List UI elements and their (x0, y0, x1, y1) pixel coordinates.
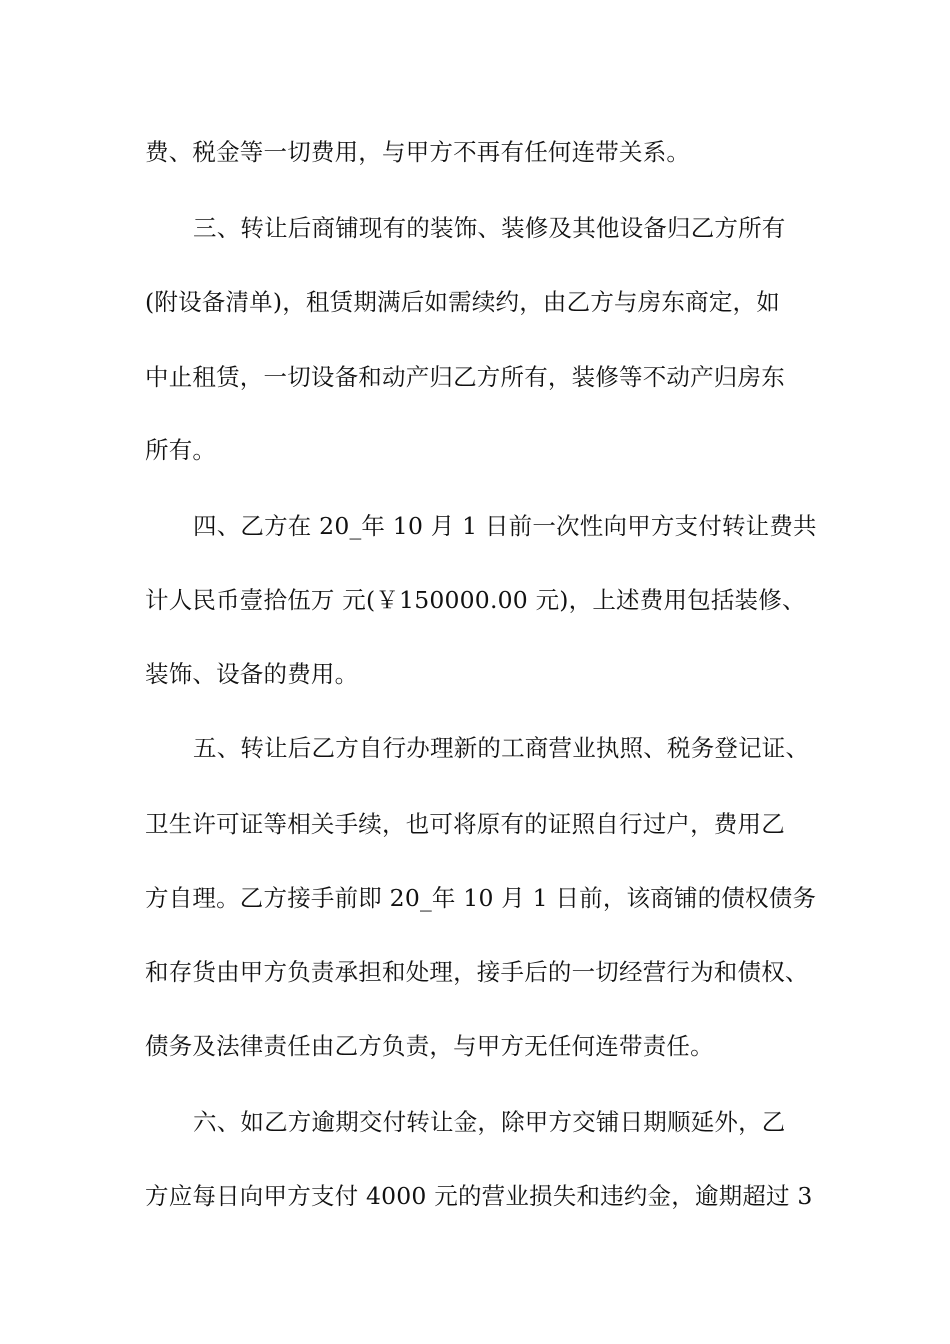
clause-4-heading-line: 四、乙方在 20_年 10 月 1 日前一次性向甲方支付转让费共 (193, 512, 817, 540)
text-line: 方自理。乙方接手前即 20_年 10 月 1 日前，该商铺的债权债务 (145, 884, 817, 912)
clause-3-heading-line: 三、转让后商铺现有的装饰、装修及其他设备归乙方所有 (193, 214, 786, 242)
text-line: 和存货由甲方负责承担和处理，接手后的一切经营行为和债权、 (145, 958, 809, 986)
text-line: 费、税金等一切费用，与甲方不再有任何连带关系。 (145, 138, 691, 166)
text-line: (附设备清单)，租赁期满后如需续约，由乙方与房东商定，如 (145, 288, 780, 316)
text-line: 债务及法律责任由乙方负责，与甲方无任何连带责任。 (145, 1032, 714, 1060)
text-line: 方应每日向甲方支付 4000 元的营业损失和违约金，逾期超过 3 (145, 1182, 813, 1210)
text-line: 计人民币壹拾伍万 元(￥150000.00 元)，上述费用包括装修、 (145, 586, 806, 614)
clause-5-heading-line: 五、转让后乙方自行办理新的工商营业执照、税务登记证、 (193, 734, 810, 762)
text-line: 所有。 (145, 436, 217, 464)
clause-6-heading-line: 六、如乙方逾期交付转让金，除甲方交铺日期顺延外，乙 (193, 1108, 786, 1136)
text-line: 中止租赁，一切设备和动产归乙方所有，装修等不动产归房东 (145, 363, 785, 391)
text-line: 卫生许可证等相关手续，也可将原有的证照自行过户，费用乙 (145, 810, 785, 838)
text-line: 装饰、设备的费用。 (145, 660, 359, 688)
